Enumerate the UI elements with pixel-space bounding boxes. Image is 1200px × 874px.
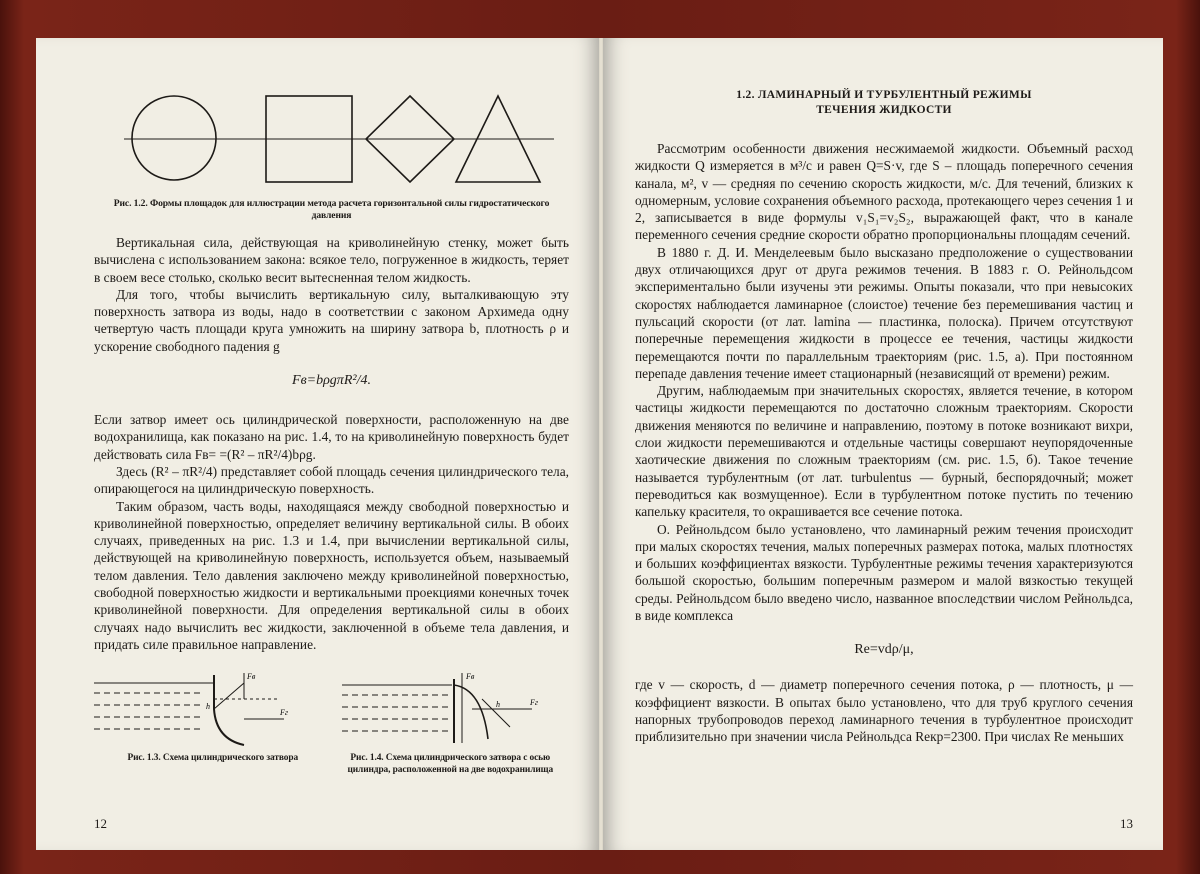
formula-reynolds: Re=vdρ/μ, [854,642,914,658]
paragraph: Рассмотрим особенности движения несжимаемой жидкости. Объемный расход жидкости Q измеряется в м³/с и равен Q=S·v, где S – площадь поперечного сечения канала, м², v — средняя по сечению скорость жидкости, м/с. Для течений, близких к одномерным, условие сохранения объемного расхода, протекающего через сечения 1 и 2, записывается в виде формулы v₁S₁=v₂S₂, выражающей факт, что в канале переменного сечения средние скорости обратно пропорциональны площадям сечений. [635,141,1133,243]
paragraph: Здесь (R² – πR²/4) представляет собой площадь сечения цилиндрического тела, опирающегося на цилиндрическую поверхность. [94,463,569,497]
paragraph: где v — скорость, d — диаметр поперечного сечения потока, ρ — плотность, μ — коэффициент вязкости. В опытах было установлено, что для труб круглого сечения напорных трубопроводов переход ламинарного течения в турбулентное происходит приблизительно при значении числа Рейнольдса Reкр=2300. При числах Re меньших [635,677,1133,745]
paragraph: Таким образом, часть воды, находящаяся между свободной поверхностью и криволинейной поверхностью, определяет величину вертикальной силы. В обоих случаях, приведенных на рис. 1.3 и 1.4, при вычислении вертикальной силы, действующей на криволинейную поверхность, используется объем, называемый телом давления. Тело давления заключено между криволинейной поверхностью, свободной поверхностью жидкости и вертикальными проекциями конечных точек криволинейной поверхности. Для определения вертикальной силы в обоих случаях надо вычислить вес жидкости, заключенной в объеме тела давления, и придать силе правильное направление. [94,498,569,652]
figures-row [94,669,569,776]
fig-label-h: h [495,700,500,710]
fig-label-fv: Fв [465,672,474,682]
paragraph: Другим, наблюдаемым при значительных скоростях, является течение, в котором частицы жидкости перемещаются по достаточно сложным траекториям. Скорости движения меняются по величине и направлению, поэтому в потоке возникают вихри, слои жидкости перемешиваются и отдельные частицы совершают неупорядоченные хаотические движения по сложным траекториям (см. рис. 1.5, б). Такое течение называется турбулентным (от лат. turbulentus — бурный, беспорядочный; может переводиться как возмущенное). Если в турбулентном потоке пустить по течению капельку красителя, то окрашивается все сечение потока. [635,383,1133,520]
left-page [36,38,599,850]
section-heading [635,88,1133,118]
shape-circle [132,96,216,180]
paragraph: Если затвор имеет ось цилиндрической поверхности, расположенную на две водохранилища, как показано на рис. 1.4, то на криволинейную поверхность будет действовать сила Fв= =(R² – πR²/4)bρg. [94,412,569,462]
heading-line-2: ТЕЧЕНИЯ ЖИДКОСТИ [816,104,952,116]
fig-label-fr: Fг [280,708,289,718]
fig-1-2-caption: Рис. 1.2. Формы площадок для иллюстрации метода расчета горизонтальной силы гидростатического давления [113,198,550,221]
fig-1-3-drawing [94,669,324,749]
fig-1-4-caption: Рис. 1.4. Схема цилиндрического затвора с осью цилиндра, расположенной на две водохранилища [347,753,554,775]
fig-label-h: h [206,702,210,712]
fig-1-2-shapes [94,60,569,190]
fig-1-3 [94,669,332,776]
fig-label-fr: Fг [529,698,538,708]
fig-1-3-caption: Рис. 1.3. Схема цилиндрического затвора [127,753,299,764]
fig-label-fv: Fв [247,672,256,682]
fig-1-4-drawing [332,669,562,749]
paragraph: В 1880 г. Д. И. Менделеевым было высказано предположение о существовании двух отличающихся друг от друга режимов течения. В 1883 г. О. Рейнольдсом экспериментально были изучены эти режимы. Опыты показали, что при невысоких скоростях наблюдается ламинарное (слоистое) течение без перемешивания частиц и пульсаций скорости (от лат. lamina — пластинка, полоска). Причем отсутствуют поперечные перемещения жидкости в процессе ее течения, частицы жидкости перемещаются почти по параллельным траекториям (рис. 1.5, а). При постоянном перепаде давления течение имеет стационарный (независящий от времени) режим. [635,244,1133,381]
paragraph: О. Рейнольдсом было установлено, что ламинарный режим течения происходит при малых скоростях течения, малых поперечных размерах потока, малых плотностях и больших коэффициентах вязкости. Турбулентные режимы течения характеризуются большой скоростью, большим поперечным размером и малой вязкостью текущей среды. Рейнольдсом было введено число, названное впоследствии числом Рейнольдса, в виде комплекса [635,521,1133,624]
page-number-left: 12 [94,816,107,831]
right-page [603,38,1163,850]
fig-1-4 [332,669,570,776]
formula-fv: Fв=bρgπR²/4. [292,373,371,389]
page-number-right: 13 [1120,816,1133,831]
paragraph: Для того, чтобы вычислить вертикальную силу, выталкивающую эту поверхность затвора из воды, надо в соответствии с законом Архимеда одну четвертую часть площади круга умножить на ширину затвора b, плотность ρ и ускорение свободного падения g [94,286,569,354]
heading-line-1: 1.2. ЛАМИНАРНЫЙ И ТУРБУЛЕНТНЫЙ РЕЖИМЫ [736,89,1032,101]
paragraph: Вертикальная сила, действующая на криволинейную стенку, может быть вычислена с использованием закона: всякое тело, погруженное в жидкость, теряет в своем весе столько, сколько весит вытесненная телом жидкость. [94,235,569,285]
